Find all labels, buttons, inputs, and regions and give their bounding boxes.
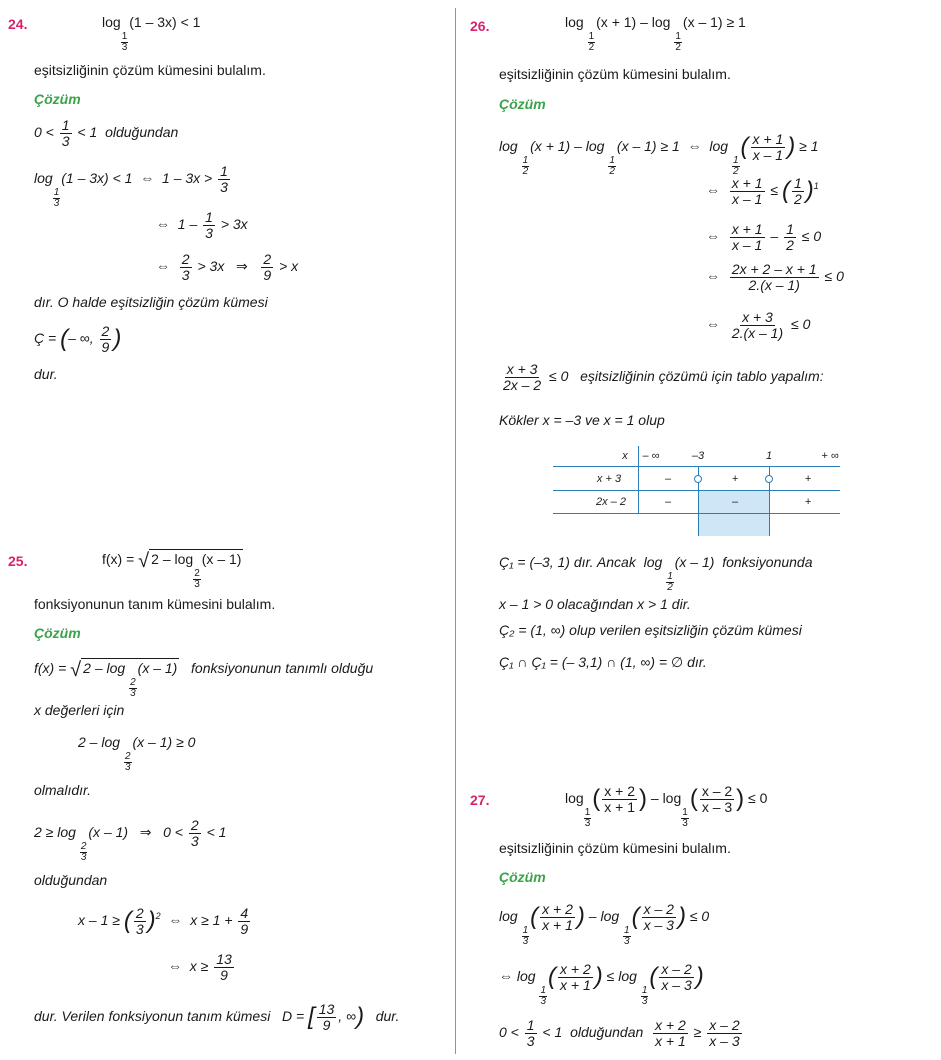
problem-26-statement: log $\frac{1}{2}$ (x + 1) – log $\frac{1}{2}$ (x – 1) ≥ 1 bbox=[565, 14, 746, 53]
sign-table bbox=[553, 446, 840, 536]
problem-25-prompt: fonksiyonunun tanım kümesini bulalım. bbox=[34, 596, 276, 612]
p27-step-3: 0 < $\frac{1}{3}$ < 1 olduğundan $\frac{x + 2}{x + 1}$ ≥ $\frac{x - 2}{x - 3}$ bbox=[499, 1017, 740, 1049]
solution-heading-25: Çözüm bbox=[34, 625, 81, 641]
p25-step-1-text: fonksiyonunun tanımlı olduğu bbox=[191, 660, 374, 676]
p26-c1: Ç₁ = (–3, 1) dır. Ancak log $\frac{1}{2}$ (x – 1) fonksiyonunda bbox=[499, 554, 813, 593]
problem-24-statement: log $\frac{1}{3}$ (1 – 3x) < 1 bbox=[102, 14, 201, 53]
table-header-root2: 1 bbox=[765, 450, 773, 462]
table-sign: + bbox=[804, 496, 812, 508]
table-header-root1: –3 bbox=[691, 450, 705, 462]
solution-heading-26: Çözüm bbox=[499, 96, 546, 112]
p25-oldugundan: olduğundan bbox=[34, 872, 108, 888]
column-divider bbox=[455, 8, 456, 1054]
table-sign: – bbox=[664, 473, 672, 485]
table-sign: – bbox=[731, 496, 739, 508]
p26-c1-tail: fonksiyonunda bbox=[722, 554, 813, 570]
p24-conclusion: dır. O halde eşitsizliğin çözüm kümesi bbox=[34, 294, 268, 310]
problem-number-24: 24. bbox=[8, 16, 28, 32]
p24-step-3: ⇔ 1 – $\frac{1}{3}$ > 3x bbox=[156, 209, 248, 241]
table-header-x: x bbox=[622, 450, 628, 462]
table-header-pos-inf: + ∞ bbox=[821, 450, 839, 462]
p27-step-3-text: olduğundan bbox=[570, 1023, 644, 1040]
problem-26-prompt: eşitsizliğinin çözüm kümesini bulalım. bbox=[499, 66, 731, 82]
table-sign: + bbox=[804, 473, 812, 485]
p26-table-intro: $\frac{x + 3}{2x - 2}$ ≤ 0 eşitsizliğinin çözümü için tablo yapalım: bbox=[503, 361, 824, 393]
p26-step-2: ⇔ $\frac{x + 1}{x - 1}$ ≤ ( $\frac{1}{2}$ )$^1$ bbox=[706, 175, 819, 207]
root-marker bbox=[694, 475, 702, 483]
p26-c2: Ç₂ = (1, ∞) olup verilen eşitsizliğin çözüm kümesi bbox=[499, 622, 802, 638]
p25-step-3: 2 – log $\frac{2}{3}$ (x – 1) ≥ 0 bbox=[78, 734, 196, 773]
p25-answer-text: dur. Verilen fonksiyonun tanım kümesi bbox=[34, 1007, 271, 1024]
p27-step-1: log $\frac{1}{3}$ ( $\frac{x + 2}{x + 1}$ ) – log $\frac{1}{3}$ ( $\frac{x - 2}{x - 3}$ ) ≤ 0 bbox=[499, 901, 710, 947]
p24-step-2: log $\frac{1}{3}$ (1 – 3x) < 1 ⇔ 1 – 3x > $\frac{1}{3}$ bbox=[34, 163, 228, 209]
p26-x-condition: x – 1 > 0 olacağından x > 1 dir. bbox=[499, 596, 691, 612]
p25-step-4: 2 ≥ log $\frac{2}{3}$ (x – 1) ⇒ 0 < $\frac{2}{3}$ < 1 bbox=[34, 817, 227, 863]
table-row-label: x + 3 bbox=[596, 473, 622, 485]
p24-step-1: 0 < $\frac{1}{3}$ < 1 olduğundan bbox=[34, 117, 179, 149]
p25-step-1: f(x) = √ 2 – log $\frac{2}{3}$ (x – 1) fonksiyonunun tanımlı olduğu bbox=[34, 659, 374, 699]
p25-olmali: olmalıdır. bbox=[34, 782, 92, 798]
p25-answer-dur: dur. bbox=[375, 1007, 400, 1024]
p26-roots: Kökler x = –3 ve x = 1 olup bbox=[499, 412, 665, 428]
table-header-neg-inf: – ∞ bbox=[642, 450, 660, 462]
table-row-label: 2x – 2 bbox=[596, 496, 626, 508]
p25-answer: dur. Verilen fonksiyonun tanım kümesi D = [ $\frac{13}{9}$ , ∞) dur. bbox=[34, 1001, 400, 1033]
p24-dur: dur. bbox=[34, 366, 58, 382]
solution-heading-27: Çözüm bbox=[499, 869, 546, 885]
problem-number-25: 25. bbox=[8, 553, 28, 569]
problem-25-statement: f(x) = √ 2 – log $\frac{2}{3}$ (x – 1) bbox=[102, 550, 242, 590]
table-sign: + bbox=[731, 473, 739, 485]
p26-step-4: ⇔ $\frac{2x + 2 - x + 1}{2.(x - 1)}$ ≤ 0 bbox=[706, 261, 844, 293]
table-sign: – bbox=[664, 496, 672, 508]
p26-step-5: ⇔ $\frac{x + 3}{2.(x - 1)}$ ≤ 0 bbox=[706, 309, 811, 341]
p26-step-1: log $\frac{1}{2}$ (x + 1) – log $\frac{1}{2}$ (x – 1) ≥ 1 ⇔ log $\frac{1}{2}$ ( $\frac{x + 1}{x - 1}$ ) ≥ 1 bbox=[499, 131, 819, 177]
p26-final: Ç₁ ∩ Ç₁ = (– 3,1) ∩ (1, ∞) = ∅ dır. bbox=[499, 654, 707, 670]
p24-step-1-text: olduğundan bbox=[105, 123, 179, 140]
p26-c1-text: Ç₁ = (–3, 1) dır. Ancak bbox=[499, 554, 636, 570]
p25-step-6: ⇔ x ≥ $\frac{13}{9}$ bbox=[168, 951, 232, 983]
p24-step-4: ⇔ $\frac{2}{3}$ > 3x ⇒ $\frac{2}{9}$ > x bbox=[156, 251, 299, 283]
p25-step-2: x değerleri için bbox=[34, 702, 125, 718]
solution-heading-24: Çözüm bbox=[34, 91, 81, 107]
p24-answer: Ç = (– ∞, $\frac{2}{9}$ ) bbox=[34, 323, 122, 355]
p25-step-5: x – 1 ≥ ( $\frac{2}{3}$ )$^2$ ⇔ x ≥ 1 + $\frac{4}{9}$ bbox=[78, 905, 249, 937]
problem-number-26: 26. bbox=[470, 18, 490, 34]
problem-27-statement: log $\frac{1}{3}$ ( $\frac{x + 2}{x + 1}$ ) – log $\frac{1}{3}$ ( $\frac{x - 2}{x - 3}$ ) ≤ 0 bbox=[565, 783, 768, 829]
problem-27-prompt: eşitsizliğinin çözüm kümesini bulalım. bbox=[499, 840, 731, 856]
p26-step-3: ⇔ $\frac{x + 1}{x - 1}$ – $\frac{1}{2}$ ≤ 0 bbox=[706, 221, 822, 253]
root-marker bbox=[765, 475, 773, 483]
problem-number-27: 27. bbox=[470, 792, 490, 808]
p26-table-intro-text: eşitsizliğinin çözümü için tablo yapalım: bbox=[580, 367, 824, 384]
problem-24-prompt: eşitsizliğinin çözüm kümesini bulalım. bbox=[34, 62, 266, 78]
p27-step-2: ⇔ log $\frac{1}{3}$ ( $\frac{x + 2}{x + 1}$ ) ≤ log $\frac{1}{3}$ ( $\frac{x - 2}{x - 3}$ ) bbox=[499, 961, 704, 1007]
